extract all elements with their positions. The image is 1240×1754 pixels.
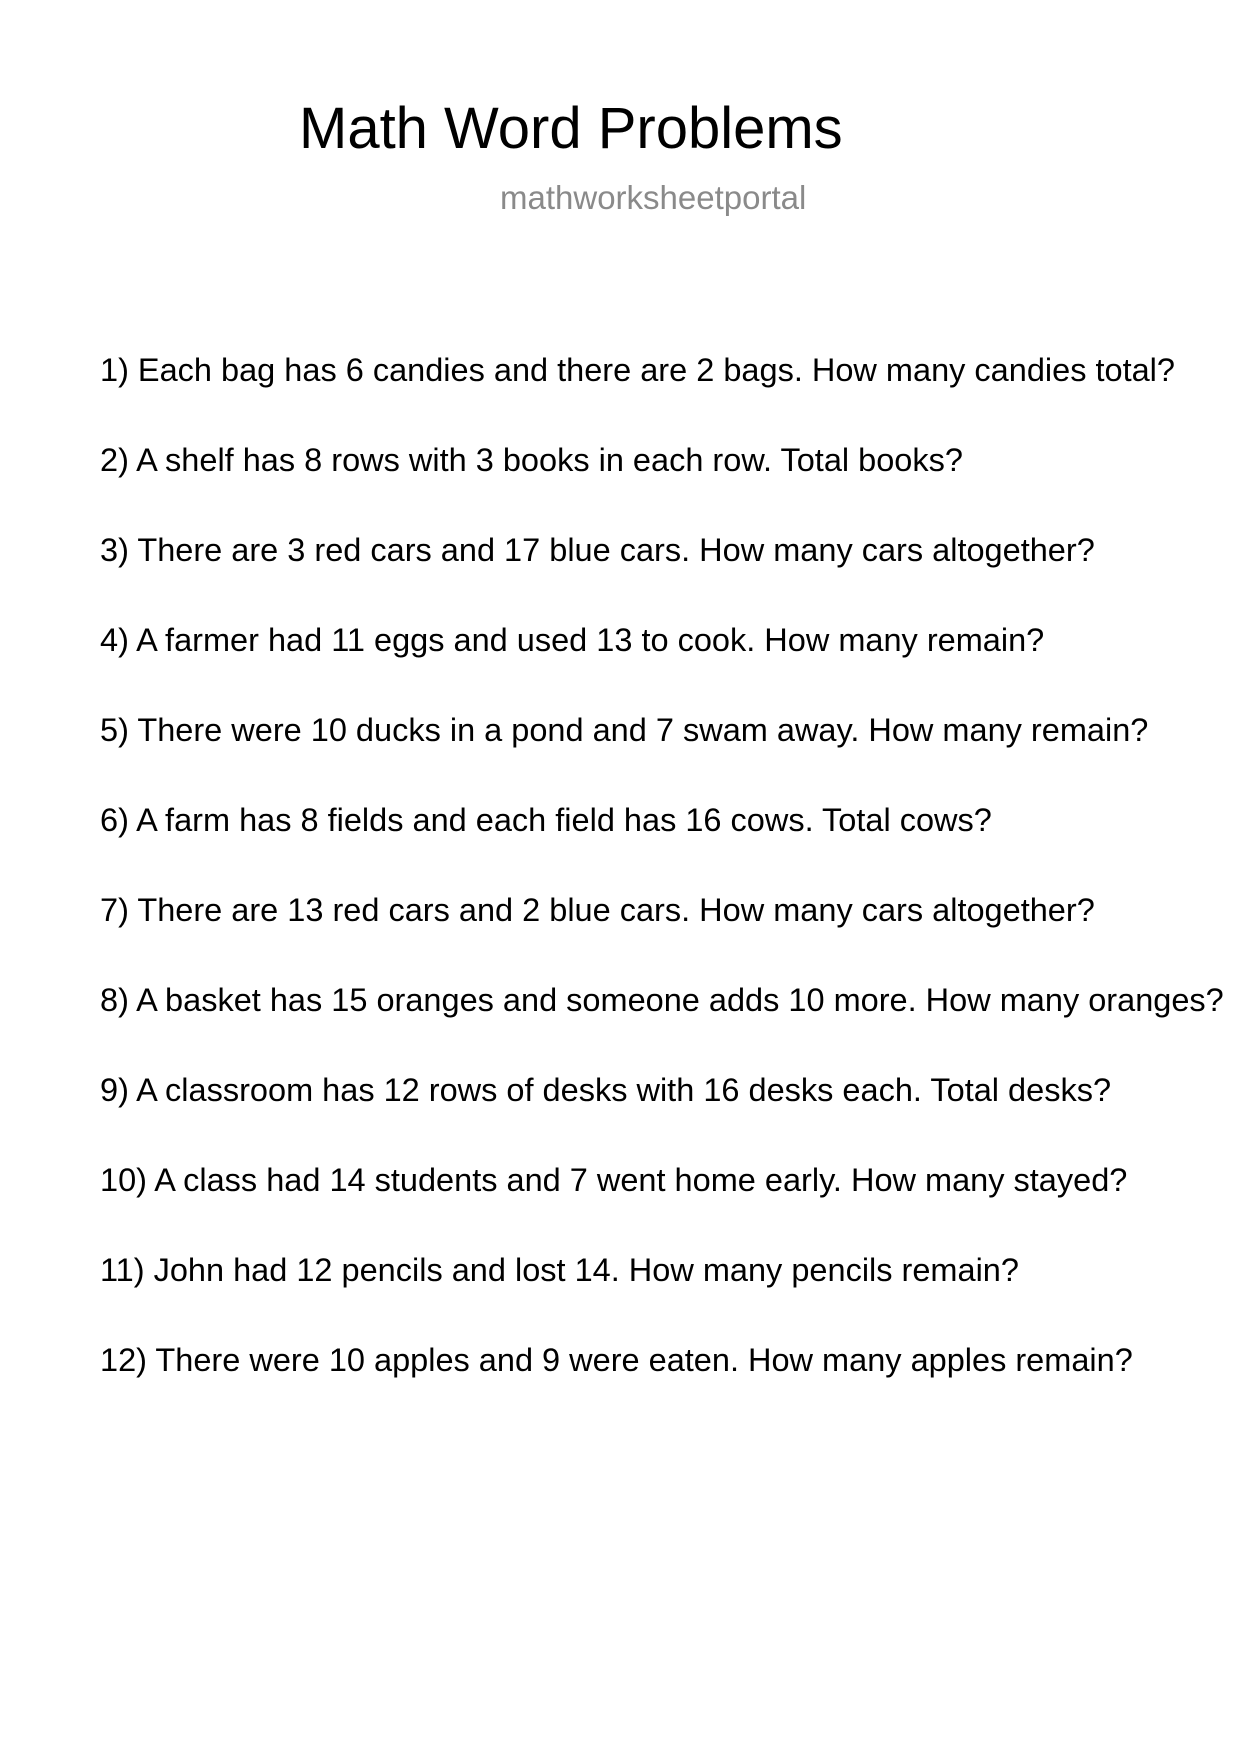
problem-item: 9) A classroom has 12 rows of desks with 16 desks each. Total desks?: [100, 1072, 1112, 1108]
problem-item: 11) John had 12 pencils and lost 14. How many pencils remain?: [100, 1252, 1019, 1288]
problem-item: 6) A farm has 8 fields and each field has 16 cows. Total cows?: [100, 802, 992, 838]
problem-list: [100, 346, 1240, 1426]
problem-item: 7) There are 13 red cars and 2 blue cars. How many cars altogether?: [100, 892, 1095, 928]
problem-item: 4) A farmer had 11 eggs and used 13 to cook. How many remain?: [100, 622, 1045, 658]
problem-item: 12) There were 10 apples and 9 were eaten. How many apples remain?: [100, 1342, 1133, 1378]
problem-item: 1) Each bag has 6 candies and there are 2 bags. How many candies total?: [100, 352, 1175, 388]
problem-item: 3) There are 3 red cars and 17 blue cars. How many cars altogether?: [100, 532, 1095, 568]
page-subtitle: mathworksheetportal: [500, 179, 807, 216]
problem-item: 2) A shelf has 8 rows with 3 books in each row. Total books?: [100, 442, 963, 478]
problem-item: 8) A basket has 15 oranges and someone adds 10 more. How many oranges?: [100, 982, 1224, 1018]
problem-item: 10) A class had 14 students and 7 went home early. How many stayed?: [100, 1162, 1128, 1198]
page-title: Math Word Problems: [299, 96, 843, 161]
problem-item: 5) There were 10 ducks in a pond and 7 swam away. How many remain?: [100, 712, 1149, 748]
